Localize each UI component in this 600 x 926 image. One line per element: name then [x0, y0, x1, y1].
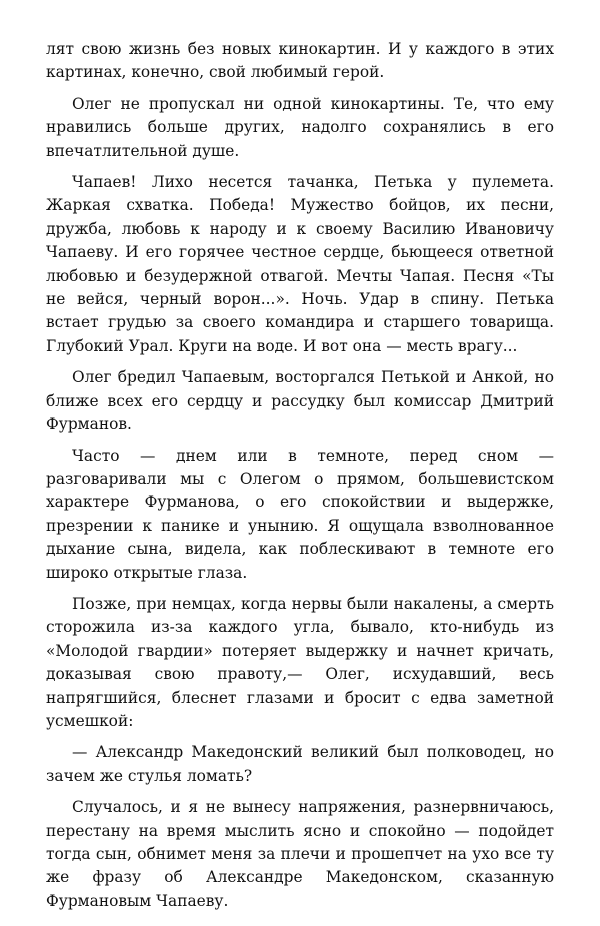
- paragraph-1: лят свою жизнь без новых кинокартин. И у каждого в этих картинах, конечно, свой любимый герой.: [46, 40, 554, 82]
- paragraph-8: Случалось, и я не вынесу напряжения, разнервничаюсь, перестану на время мыслить ясно и спокойно — подойдет тогда сын, обнимет меня за плечи и прошепчет на ухо все ту же фразу об Александре Македонском, сказанную Фурмановым Чапаеву.: [46, 798, 554, 910]
- paragraph-2: Олег не пропускал ни одной кинокартины. Те, что ему нравились больше других, надолго сохранялись в его впечатлительной душе.: [46, 94, 554, 160]
- paragraph-7: — Александр Македонский великий был полководец, но зачем же стулья ломать?: [46, 743, 554, 785]
- paragraph-3: Чапаев! Лихо несется тачанка, Петька у пулемета. Жаркая схватка. Победа! Мужество бойцов, их песни, дружба, любовь к народу и к своему Василию Ивановичу Чапаеву. И его горячее честное сердце, бьющееся ответной любовью и безудержной отвагой. Мечты Чапая. Песня «Ты не вейся, черный ворон...». Ночь. Удар в спину. Петька встает грудью за своего командира и старшего товарища. Глубокий Урал. Круги на воде. И вот она — месть врагу...: [46, 173, 554, 355]
- paragraph-4: Олег бредил Чапаевым, восторгался Петькой и Анкой, но ближе всех его сердцу и рассудку был комиссар Дмитрий Фурманов.: [46, 368, 554, 434]
- paragraph-6: Позже, при немцах, когда нервы были накалены, а смерть сторожила из-за каждого угла, бывало, кто-нибудь из «Молодой гвардии» потеряет выдержку и начнет кричать, доказывая свою правоту,— Олег, исхудавший, весь напрягшийся, блеснет глазами и бросит с едва заметной усмешкой:: [46, 594, 554, 730]
- page-text: [46, 38, 554, 921]
- paragraph-5: Часто — днем или в темноте, перед сном — разговаривали мы с Олегом о прямом, большевистском характере Фурманова, о его спокойствии и выдержке, презрении к панике и унынию. Я ощущала взволнованное дыхание сына, видела, как поблескивают в темноте его широко открытые глаза.: [46, 446, 554, 582]
